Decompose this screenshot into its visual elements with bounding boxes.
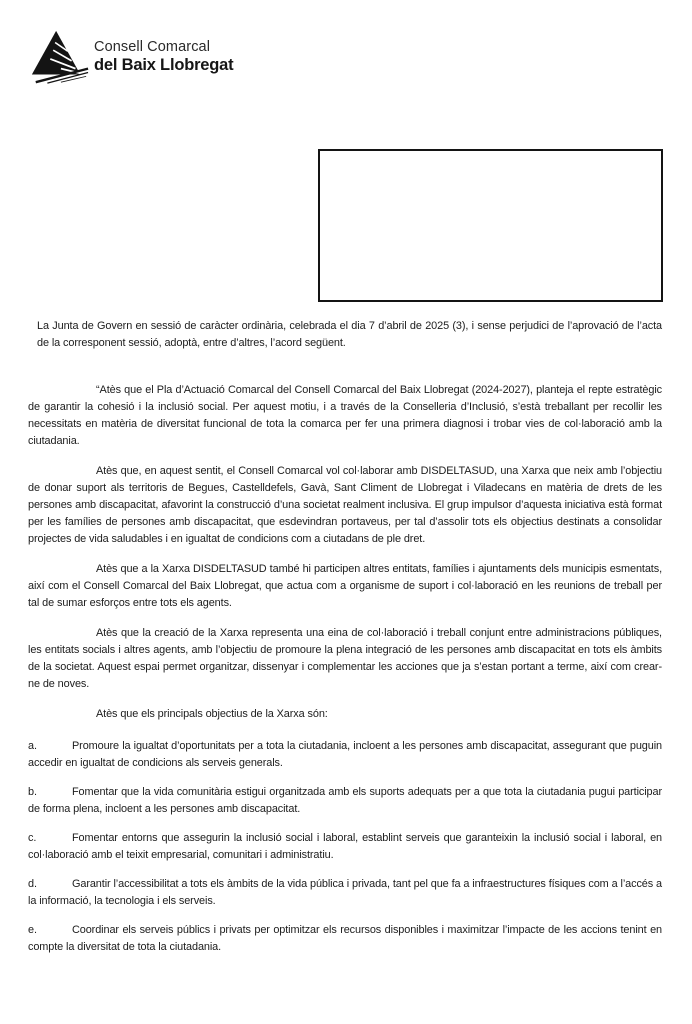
org-name-line1: Consell Comarcal	[94, 39, 211, 55]
empty-frame-box	[318, 149, 663, 302]
objective-text: Fomentar que la vida comunitària estigui organitzada amb els suports adequats per a que tota la ciutadania pugui participar de forma plena, incloent a les persones amb discapacitat.	[28, 786, 662, 815]
objective-text: Promoure la igualtat d’oportunitats per a tota la ciutadania, incloent a les persones amb discapacitat, assegurant que puguin accedir en igualtat de condicions als serveis generals.	[28, 740, 662, 769]
objective-letter: a.	[28, 740, 37, 752]
recital-paragraph-1: “Atès que el Pla d’Actuació Comarcal del Consell Comarcal del Baix Llobregat (2024-2027), planteja el repte estratègic de garantir la cohesió i la inclusió social. Per aquest motiu, i a través de la Conselleria d’Inclusió, s’està treballant per recollir les necessitats en matèria de diversitat funcional de tota la comarca per fer una primera diagnosi i trobar vies de col·laboració amb la ciutadania.	[28, 384, 662, 447]
objective-item-b	[28, 784, 662, 818]
mountain-delta-logo-icon	[28, 28, 90, 86]
recital-paragraph-3: Atès que a la Xarxa DISDELTASUD també hi participen altres entitats, famílies i ajuntaments dels municipis esmentats, així com el Consell Comarcal del Baix Llobregat, que actua com a organisme de suport i col·laboració en les reunions de treball per tal de sumar esforços entre tots els agents.	[28, 563, 662, 609]
objective-text: Coordinar els serveis públics i privats per optimitzar els recursos disponibles i maximitzar l’impacte de les accions tenint en compte la diversitat de tota la ciutadania.	[28, 924, 662, 953]
org-name	[94, 28, 233, 73]
objective-text: Fomentar entorns que assegurin la inclusió social i laboral, establint serveis que garanteixin la inclusió social i laboral, en col·laboració amb el teixit empresarial, comunitari i administratiu.	[28, 832, 662, 861]
objectives-intro-line: Atès que els principals objectius de la Xarxa són:	[96, 708, 328, 720]
objective-letter: b.	[28, 786, 37, 798]
recital-paragraph-4: Atès que la creació de la Xarxa representa una eina de col·laboració i treball conjunt entre administracions públiques, les entitats socials i altres agents, amb l’objectiu de promoure la plena integració de les persones amb discapacitat en tots els àmbits de la societat. Aquest espai permet organitzar, dissenyar i complementar les acciones que ja s’estan portant a terme, així com crear-ne de noves.	[28, 627, 662, 690]
objective-item-c	[28, 830, 662, 864]
letterhead-logo	[28, 28, 233, 86]
objective-letter: e.	[28, 924, 37, 936]
objective-item-d	[28, 876, 662, 910]
intro-paragraph: La Junta de Govern en sessió de caràcter ordinària, celebrada el dia 7 d’abril de 2025 (3), i sense perjudici de l’aprovació de l’acta de la corresponent sessió, adoptà, entre d’altres, l’acord següent.	[37, 320, 662, 349]
recital-paragraph-2: Atès que, en aquest sentit, el Consell Comarcal vol col·laborar amb DISDELTASUD, una Xarxa que neix amb l’objectiu de donar suport als territoris de Begues, Castelldefels, Gavà, Sant Climent de Llobregat i Viladecans en matèria de drets de les persones amb discapacitat, afavorint la construcció d’una societat realment inclusiva. El grup impulsor d’aquesta iniciativa està format per les famílies de persones amb discapacitat, que esdevindran portaveus, per tal d’assolir tots els objectius destinats a consolidar projectes de vida saludables i en igualtat de condicions com a ciutadans de ple dret.	[28, 465, 662, 545]
objective-letter: d.	[28, 878, 37, 890]
objective-item-a	[28, 738, 662, 772]
org-name-line2: del Baix Llobregat	[94, 55, 234, 74]
document-body	[28, 318, 662, 968]
objective-letter: c.	[28, 832, 37, 844]
objective-text: Garantir l’accessibilitat a tots els àmbits de la vida pública i privada, tant pel que fa a infraestructures físiques com a l’accés a la informació, la tecnologia i els serveis.	[28, 878, 662, 907]
objective-item-e	[28, 922, 662, 956]
